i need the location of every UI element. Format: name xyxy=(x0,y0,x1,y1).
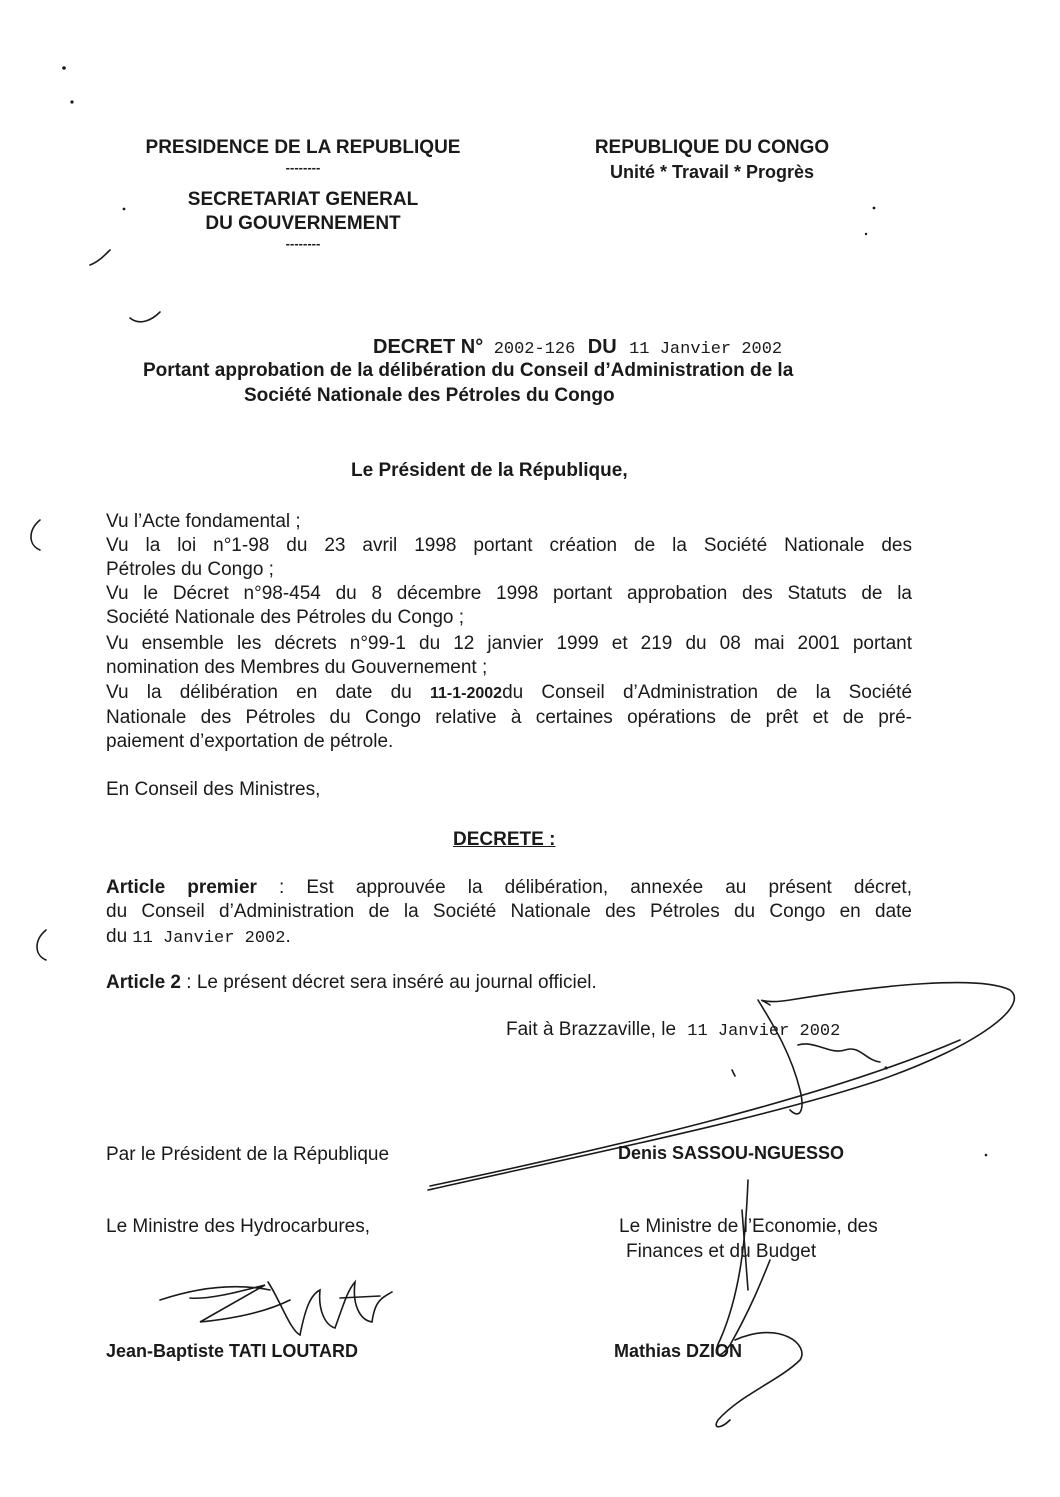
deliberation-prefix: Vu la délibération en date du xyxy=(106,682,430,703)
fait-text: Fait à Brazzaville, le xyxy=(506,1019,682,1040)
decree-subject-line1: Portant approbation de la délibération du Conseil d’Administration de la xyxy=(143,360,794,381)
fait-date: 11 Janvier 2002 xyxy=(687,1022,841,1041)
article-premier-end: . xyxy=(285,926,291,947)
article-premier-date: 11 Janvier 2002 xyxy=(132,929,286,948)
vu-decrets-cont: nomination des Membres du Gouvernement ; xyxy=(106,657,488,678)
article-premier-text: : Est approuvée la délibération, annexée au présent décret, xyxy=(256,877,912,898)
hydro-minister-signature xyxy=(160,1285,290,1322)
deliberation-suffix: du Conseil d’Administration de la Société xyxy=(502,682,913,703)
header-secretariat: SECRETARIAT GENERAL xyxy=(187,189,419,210)
president-heading: Le Président de la République, xyxy=(351,460,628,481)
vu-decret-cont: Société Nationale des Pétroles du Congo ; xyxy=(106,607,465,628)
decree-number: 2002-126 xyxy=(493,340,576,359)
header-republique: REPUBLIQUE DU CONGO xyxy=(594,137,830,158)
vu-loi-cont: Pétroles du Congo ; xyxy=(106,559,274,580)
article-2-text: : Le présent décret sera inséré au journal officiel. xyxy=(180,972,597,993)
minister-eco-title: Le Ministre de l’Economie, des xyxy=(619,1216,878,1237)
vu-decrets: Vu ensemble les décrets n°99-1 du 12 janvier 1999 et 219 du 08 mai 2001 portant xyxy=(106,633,912,654)
minister-hydro-title: Le Ministre des Hydrocarbures, xyxy=(106,1216,370,1237)
article-premier-line2: du Conseil d’Administration de la Société Nationale des Pétroles du Congo en date xyxy=(106,901,912,922)
vu-loi: Vu la loi n°1-98 du 23 avril 1998 portant création de la Société Nationale des xyxy=(106,535,912,556)
decree-label: DECRET N° xyxy=(373,336,484,358)
minister-eco-title-2: Finances et du Budget xyxy=(626,1241,817,1262)
decree-date: 11 Janvier 2002 xyxy=(629,340,783,359)
deliberation-line3: paiement d’exportation de pétrole. xyxy=(106,731,394,752)
par-le-president: Par le Président de la République xyxy=(106,1144,390,1165)
president-signature xyxy=(428,983,1014,1190)
article-premier-du: du xyxy=(106,926,133,947)
header-motto: Unité * Travail * Progrès xyxy=(609,162,815,182)
eco-minister-signature xyxy=(716,1180,770,1355)
decree-du: DU xyxy=(587,336,617,358)
header-presidence: PRESIDENCE DE LA REPUBLIQUE xyxy=(145,137,461,158)
decree-subject-line2: Société Nationale des Pétroles du Congo xyxy=(244,385,615,406)
article-premier-label: Article premier xyxy=(106,877,257,898)
header-separator: -------- xyxy=(285,236,321,251)
deliberation-date: 11-1-2002 xyxy=(430,685,503,702)
header-separator: -------- xyxy=(285,160,321,175)
vu-decret: Vu le Décret n°98-454 du 8 décembre 1998 portant approbation des Statuts de la xyxy=(106,583,912,604)
article-2-label: Article 2 xyxy=(106,972,181,993)
decrete-heading: DECRETE : xyxy=(453,829,556,850)
vu-acte: Vu l’Acte fondamental ; xyxy=(106,511,301,532)
minister-eco-name: Mathias DZION xyxy=(614,1341,743,1361)
president-name: Denis SASSOU-NGUESSO xyxy=(618,1143,845,1163)
minister-hydro-name: Jean-Baptiste TATI LOUTARD xyxy=(106,1341,359,1361)
deliberation-line2: Nationale des Pétroles du Congo relative à certaines opérations de prêt et de pré- xyxy=(106,707,912,728)
conseil-des-ministres: En Conseil des Ministres, xyxy=(106,779,321,800)
header-gouvernement: DU GOUVERNEMENT xyxy=(205,213,401,234)
